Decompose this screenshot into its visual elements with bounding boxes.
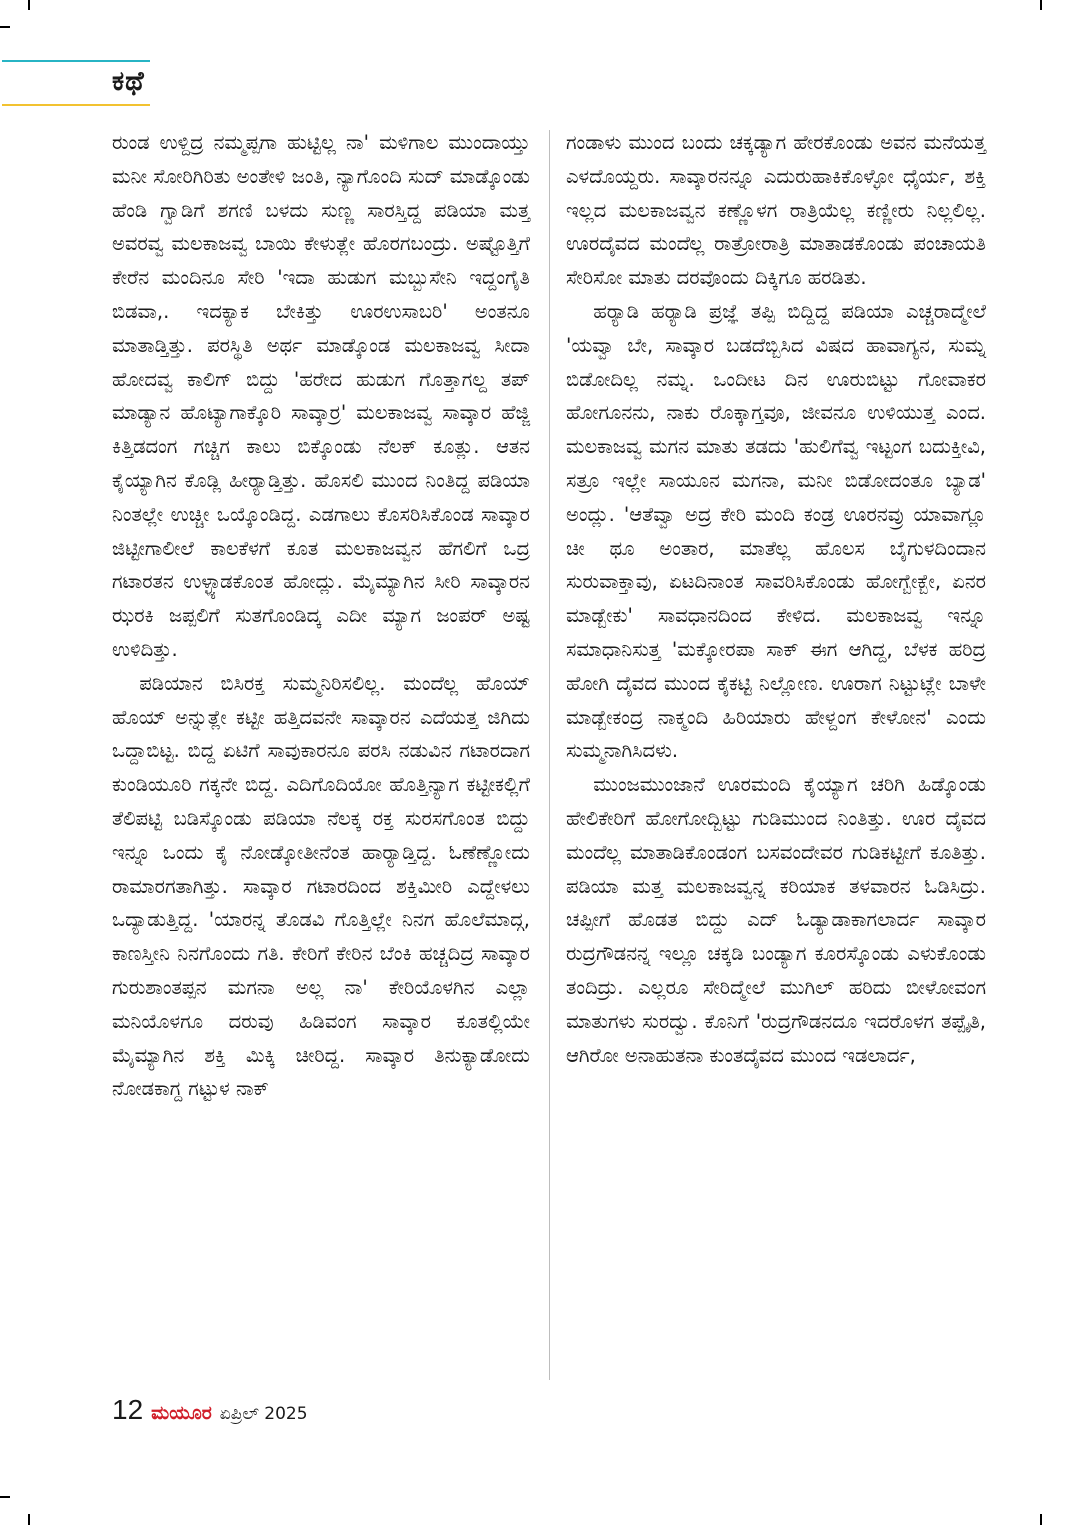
crop-mark <box>1040 0 1042 10</box>
text-column-right <box>566 126 986 1072</box>
crop-mark <box>28 1514 30 1525</box>
section-label: ಕಥೆ <box>112 66 145 97</box>
paragraph: ಗಂಡಾಳು ಮುಂದ ಬಂದು ಚಕ್ಕಡ್ಯಾಗ ಹೇರಕೊಂಡು ಅವನ ಮನೆಯತ್ತ ಎಳದೊಯ್ದರು. ಸಾವ್ಕಾರನನ್ನೂ ಎದುರುಹಾಕಿಕೊಳ್ಳೋ ಧೈರ್ಯ, ಶಕ್ತಿ ಇಲ್ಲದ ಮಲಕಾಜವ್ವನ ಕಣ್ಣೊಳಗ ರಾತ್ರಿಯೆಲ್ಲ ಕಣ್ಣೀರು ನಿಲ್ಲಲಿಲ್ಲ. ಊರದೈವದ ಮಂದೆಲ್ಲ ರಾತ್ರೋರಾತ್ರಿ ಮಾತಾಡಕೊಂಡು ಪಂಚಾಯತಿ ಸೇರಿಸೋ ಮಾತು ದರವೊಂದು ದಿಕ್ಕಿಗೂ ಹರಡಿತು. <box>566 131 986 290</box>
paragraph: ಮುಂಜಮುಂಜಾನೆ ಊರಮಂದಿ ಕೈಯ್ಯಾಗ ಚರಿಗಿ ಹಿಡ್ಕೊಂಡು ಹೇಲಿಕೇರಿಗೆ ಹೋಗೋದ್ಬಿಟ್ಟು ಗುಡಿಮುಂದ ನಿಂತಿತ್ತು. ಊರ ದೈವದ ಮಂದೆಲ್ಲ ಮಾತಾಡಿಕೊಂಡಂಗ ಬಸವಂದೇವರ ಗುಡಿಕಟ್ಟೀಗೆ ಕೂತಿತ್ತು. ಪಡಿಯಾ ಮತ್ತ ಮಲಕಾಜವ್ವನ್ನ ಕರಿಯಾಕ ತಳವಾರನ ಓಡಿಸಿದ್ರು. ಚಪ್ಪೀಗೆ ಹೊಡತ ಬಿದ್ದು ಎದ್ ಓಡ್ಯಾಡಾಕಾಗಲಾರ್ದ ಸಾವ್ಕಾರ ರುದ್ರಗೌಡನನ್ನ ಇಲ್ಲೂ ಚಕ್ಕಡಿ ಬಂಡ್ಯಾಗ ಕೂರಸ್ಕೊಂಡು ಎಳುಕೊಂಡು ತಂದಿದ್ರು. ಎಲ್ಲರೂ ಸೇರಿದ್ಮೇಲೆ ಮುಗಿಲ್ ಹರಿದು ಬೀಳೋವಂಗ ಮಾತುಗಳು ಸುರದ್ವು. ಕೊನಿಗೆ 'ರುದ್ರಗೌಡನದೂ ಇದರೊಳಗ ತಪ್ಪೈತಿ, ಆಗಿರೋ ಅನಾಹುತನಾ ಕುಂತದೈವದ ಮುಂದ ಇಡಲಾರ್ದ, <box>566 773 986 1067</box>
text-column-left <box>112 126 530 1106</box>
column-divider <box>549 130 550 1380</box>
magazine-logo: ಮಯೂರ <box>151 1402 212 1424</box>
crop-mark <box>0 1496 10 1498</box>
page-footer <box>112 1394 308 1426</box>
section-rule-top <box>2 60 150 62</box>
paragraph: ರುಂಡ ಉಳ್ದಿದ್ರ ನಮ್ಮಪ್ಪಗಾ ಹುಟ್ಟಿಲ್ಲ ನಾ' ಮಳಿಗಾಲ ಮುಂದಾಯ್ತು ಮನೀ ಸೋರಿಗಿರಿತು ಅಂತೇಳಿ ಜಂತಿ, ನ್ಯಾಗೊಂದಿ ಸುದ್ ಮಾಡ್ಕೊಂಡು ಹೆಂಡಿ ಗ್ವಾಡಿಗೆ ಶಗಣಿ ಬಳದು ಸುಣ್ಣ ಸಾರಸ್ತಿದ್ದ ಪಡಿಯಾ ಮತ್ತ ಅವರವ್ವ ಮಲಕಾಜವ್ವ ಬಾಯಿ ಕೇಳುತ್ಲೇ ಹೊರಗಬಂದ್ರು. ಅಷ್ಟೊತ್ತಿಗೆ ಕೇರೆನ ಮಂದಿನೂ ಸೇರಿ 'ಇದಾ ಹುಡುಗ ಮಬ್ಬುಸೇನಿ ಇದ್ದಂಗೈತಿ ಬಿಡವಾ,. ಇದಕ್ಯಾಕ ಬೇಕಿತ್ತು ಊರಉಸಾಬರಿ' ಅಂತನೂ ಮಾತಾಡ್ತಿತ್ತು. ಪರಸ್ಥಿತಿ ಅರ್ಥ ಮಾಡ್ಕೊಂಡ ಮಲಕಾಜವ್ವ ಸೀದಾ ಹೋದವ್ವ ಕಾಲಿಗ್ ಬಿದ್ದು 'ಹರೇದ ಹುಡುಗ ಗೊತ್ತಾಗಲ್ದ ತಪ್ ಮಾಡ್ಯಾನ ಹೊಟ್ಯಾಗಾಕ್ಕೊರಿ ಸಾವ್ಕಾರ್ರ' ಮಲಕಾಜವ್ವ ಸಾವ್ಕಾರ ಹೆಜ್ಜಿ ಕಿತ್ತಿಡದಂಗ ಗಚ್ಚಿಗ ಕಾಲು ಬಿಕ್ಕೊಂಡು ನೆಲಕ್ ಕೂತ್ಲು. ಆತನ ಕೈಯ್ಯಾಗಿನ ಕೊಡ್ಲಿ ಹೀರ್‍ಯಾಡ್ತಿತ್ತು. ಹೊಸಲಿ ಮುಂದ ನಿಂತಿದ್ದ ಪಡಿಯಾ ನಿಂತಲ್ಲೇ ಉಚ್ಚೀ ಒಯ್ಕೊಂಡಿದ್ದ. ಎಡಗಾಲು ಕೊಸರಿಸಿಕೊಂಡ ಸಾವ್ಕಾರ ಜಿಟ್ಟೀಗಾಲೀಲೆ ಕಾಲಕೆಳಗೆ ಕೂತ ಮಲಕಾಜವ್ವನ ಹೆಗಲಿಗೆ ಒದ್ರ ಗಟಾರತನ ಉಳ್ಳ್ಯಾಡಕೊಂತ ಹೋದ್ಲು. ಮೈಮ್ಯಾಗಿನ ಸೀರಿ ಸಾವ್ಕಾರನ ಝರಕಿ ಜಪ್ಪಲಿಗೆ ಸುತಗೊಂಡಿದ್ಕ ಎದೀ ಮ್ಯಾಗ ಜಂಪರ್ ಅಷ್ಟ ಉಳಿದಿತ್ತು. <box>112 131 530 661</box>
paragraph: ಪಡಿಯಾನ ಬಿಸಿರಕ್ತ ಸುಮ್ಮನಿರಿಸಲಿಲ್ಲ. ಮಂದೆಲ್ಲ ಹೊಯ್ ಹೊಯ್ ಅನ್ನುತ್ಲೇ ಕಟ್ಟೀ ಹತ್ತಿದವನೇ ಸಾವ್ಕಾರನ ಎದೆಯತ್ತ ಜಿಗಿದು ಒದ್ದಾಬಿಟ್ಟ. ಬಿದ್ದ ಏಟಿಗೆ ಸಾವುಕಾರನೂ ಪರಸಿ ನಡುವಿನ ಗಟಾರದಾಗ ಕುಂಡಿಯೂರಿ ಗಕ್ಕನೇ ಬಿದ್ದ. ಎದಿಗೊದಿಯೋ ಹೊತ್ತಿನ್ಯಾಗ ಕಟ್ಟೀಕಲ್ಲಿಗೆ ತೆಲಿಪಟ್ಟಿ ಬಡಿಸ್ಕೊಂಡು ಪಡಿಯಾ ನೆಲಕ್ಕ ರಕ್ತ ಸುರಸಗೊಂತ ಬಿದ್ದು ಇನ್ನೂ ಒಂದು ಕೈ ನೋಡ್ಕೋತೀನೆಂತ ಹಾರ್‍ಯಾಡ್ತಿದ್ದ. ಓಣೆಣ್ಣೋದು ರಾಮಾರಗತಾಗಿತ್ತು. ಸಾವ್ಕಾರ ಗಟಾರದಿಂದ ಶಕ್ತಿಮೀರಿ ಎದ್ದೇಳಲು ಒದ್ಯಾಡುತ್ತಿದ್ದ. 'ಯಾರನ್ನ ತೊಡವಿ ಗೊತ್ತಿಲ್ಲೇ ನಿನಗ ಹೊಲೆಮಾದ್ಗ, ಕಾಣಸ್ತೀನಿ ನಿನಗೊಂದು ಗತಿ. ಕೇರಿಗೆ ಕೇರಿನ ಬೆಂಕಿ ಹಚ್ಚದಿದ್ರ ಸಾವ್ಕಾರ ಗುರುಶಾಂತಪ್ಪನ ಮಗನಾ ಅಲ್ಲ ನಾ' ಕೇರಿಯೊಳಗಿನ ಎಲ್ಲಾ ಮನಿಯೊಳಗೂ ದರುವು ಹಿಡಿವಂಗ ಸಾವ್ಕಾರ ಕೂತಲ್ಲಿಯೇ ಮೈಮ್ಯಾಗಿನ ಶಕ್ತಿ ಮಿಕ್ಕಿ ಚೀರಿದ್ದ. ಸಾವ್ಕಾರ ತಿನುಕ್ಯಾಡೋದು ನೋಡಕಾಗ್ದ ಗಟ್ಟುಳ ನಾಕ್ <box>112 671 530 1101</box>
issue-date: ಏಪ್ರಿಲ್ 2025 <box>219 1404 308 1424</box>
section-rule-bottom <box>2 104 150 106</box>
page-number: 12 <box>112 1394 144 1425</box>
crop-mark <box>28 0 30 10</box>
paragraph: ಹರ್‍ಯಾಡಿ ಹರ್‍ಯಾಡಿ ಪ್ರಜ್ಞೆ ತಪ್ಪಿ ಬಿದ್ದಿದ್ದ ಪಡಿಯಾ ಎಚ್ಚರಾದ್ಮೇಲೆ 'ಯವ್ವಾ ಬೇ, ಸಾವ್ಕಾರ ಬಡದೆಬ್ಬಿಸಿದ ವಿಷದ ಹಾವಾಗ್ಯನ, ಸುಮ್ನ ಬಿಡೋದಿಲ್ಲ ನಮ್ನ. ಒಂದೀಟ ದಿನ ಊರುಬಿಟ್ಟು ಗೋವಾಕರ ಹೋಗೂನನು, ನಾಕು ರೊಕ್ಕಾಗ್ತವೂ, ಜೀವನೂ ಉಳಿಯುತ್ತ ಎಂದ. ಮಲಕಾಜವ್ವ ಮಗನ ಮಾತು ತಡದು 'ಹುಲಿಗೆವ್ವ ಇಟ್ಟಂಗ ಬದುಕ್ತೀವಿ, ಸತ್ರೂ ಇಲ್ಲೇ ಸಾಯೂನ ಮಗನಾ, ಮನೀ ಬಿಡೋದಂತೂ ಬ್ಯಾಡ' ಅಂದ್ಲು. 'ಆತೆವ್ವಾ ಅದ್ರ ಕೇರಿ ಮಂದಿ ಕಂಡ್ರ ಊರನವ್ರು ಯಾವಾಗ್ಲೂ ಚೀ ಥೂ ಅಂತಾರ, ಮಾತೆಲ್ಲ ಹೊಲಸ ಬೈಗುಳದಿಂದಾನ ಸುರುವಾಕ್ತಾವು, ಏಟದಿನಾಂತ ಸಾವರಿಸಿಕೊಂಡು ಹೋಗ್ಬೇಕ್ಬೇ, ಏನರ ಮಾಡ್ಬೇಕು' ಸಾವಧಾನದಿಂದ ಕೇಳಿದ. ಮಲಕಾಜವ್ವ ಇನ್ನೂ ಸಮಾಧಾನಿಸುತ್ತ 'ಮಕ್ಕೋರಪಾ ಸಾಕ್ ಈಗ ಆಗಿದ್ದ, ಬೆಳಕ ಹರಿದ್ರ ಹೋಗಿ ದೈವದ ಮುಂದ ಕೈಕಟ್ಟಿ ನಿಲ್ಲೋಣ. ಊರಾಗ ನಿಟ್ಟುಟ್ಲೇ ಬಾಳೇ ಮಾಡ್ಬೇಕಂದ್ರ ನಾಕ್ಮಂದಿ ಹಿರಿಯಾರು ಹೇಳ್ದಂಗ ಕೇಳೋನ' ಎಂದು ಸುಮ್ಮನಾಗಿಸಿದಳು. <box>566 299 986 763</box>
crop-mark <box>0 26 10 28</box>
crop-mark <box>1040 1514 1042 1525</box>
